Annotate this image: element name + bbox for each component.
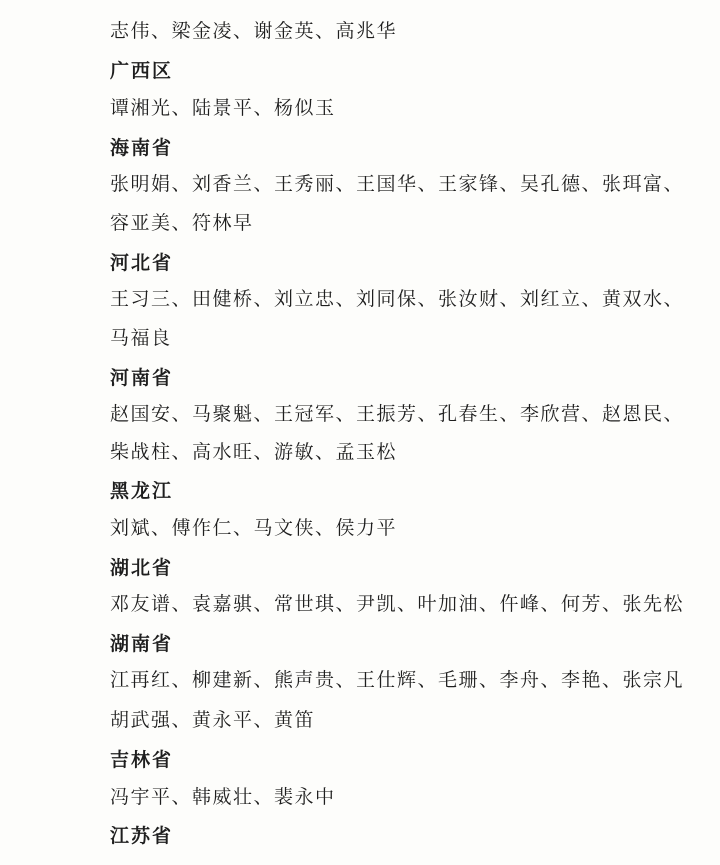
province-heading: 海南省 xyxy=(110,137,174,159)
province-heading: 河南省 xyxy=(110,367,174,389)
name-list-line: 邓友谱、袁嘉骐、常世琪、尹凯、叶加油、仵峰、何芳、张先松 xyxy=(110,593,685,615)
province-heading: 河北省 xyxy=(110,252,174,274)
name-list-line: 刘斌、傅作仁、马文侠、侯力平 xyxy=(110,517,398,539)
name-list-line: 冯宇平、韩威壮、裴永中 xyxy=(110,786,336,808)
province-heading: 黑龙江 xyxy=(110,480,174,502)
province-heading: 吉林省 xyxy=(110,749,174,771)
name-list-line: 赵国安、马聚魁、王冠军、王振芳、孔春生、李欣营、赵恩民、 xyxy=(110,403,685,425)
name-list-line: 张明娟、刘香兰、王秀丽、王国华、王家锋、吴孔德、张珥富、 xyxy=(110,173,685,195)
name-list-line: 江再红、柳建新、熊声贵、王仕辉、毛珊、李舟、李艳、张宗凡 xyxy=(110,669,685,691)
name-list-line: 谭湘光、陆景平、杨似玉 xyxy=(110,97,336,119)
province-heading: 湖南省 xyxy=(110,633,174,655)
name-list-line: 柴战柱、高水旺、游敏、孟玉松 xyxy=(110,441,398,463)
name-list-line: 马福良 xyxy=(110,327,172,349)
province-heading: 湖北省 xyxy=(110,557,174,579)
province-heading: 广西区 xyxy=(110,60,174,82)
name-list-line: 王习三、田健桥、刘立忠、刘同保、张汝财、刘红立、黄双水、 xyxy=(110,288,685,310)
name-list-line: 志伟、梁金凌、谢金英、高兆华 xyxy=(110,20,398,42)
province-heading: 江苏省 xyxy=(110,825,174,847)
name-list-line: 容亚美、符林早 xyxy=(110,212,254,234)
name-list-line: 胡武强、黄永平、黄笛 xyxy=(110,709,316,731)
